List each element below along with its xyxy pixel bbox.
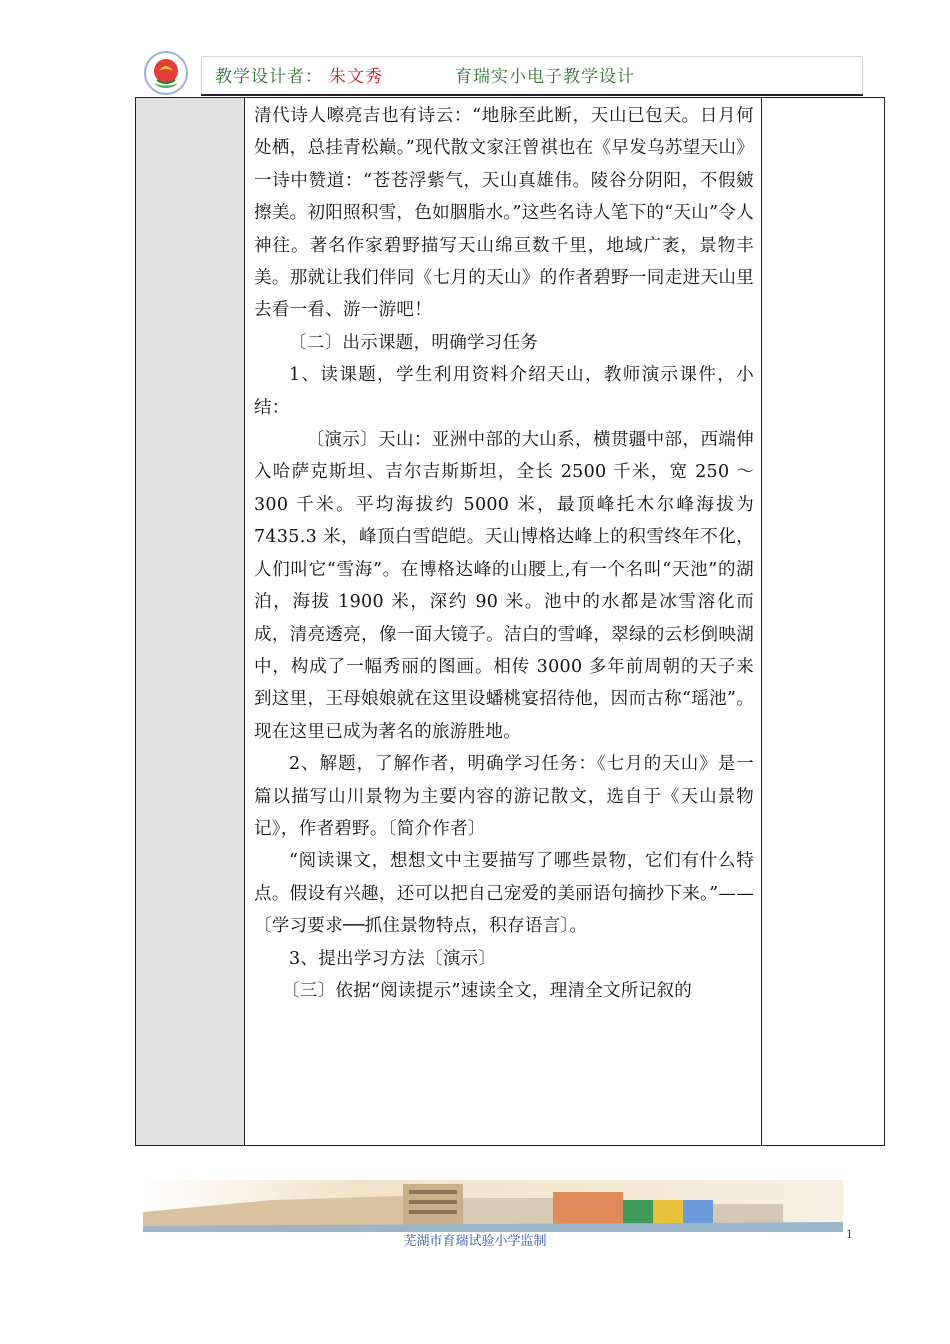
lesson-content [254, 100, 754, 1007]
header-rule [201, 94, 863, 96]
paragraph-step-one: 1、读课题，学生利用资料介绍天山，教师演示课件，小结： [254, 365, 754, 418]
paragraph-section-three: 〔三〕依据“阅读提示”速读全文，理清全文所记叙的 [282, 980, 693, 1001]
table-right-column [761, 98, 884, 1145]
paragraph-step-two: 2、解题，了解作者，明确学习任务：《七月的天山》是一篇以描写山川景物为主要内容的游记散文，选自于《天山景物记》，作者碧野。〔简介作者〕 [254, 754, 754, 839]
paragraph-section-two: 〔二〕出示课题，明确学习任务 [289, 332, 539, 353]
school-logo-icon [143, 50, 189, 96]
header-title: 育瑞实小电子教学设计 [455, 67, 635, 87]
paragraph-step-three: 3、提出学习方法〔演示〕 [289, 948, 497, 969]
paragraph-reading-task: “阅读课文，想想文中主要描写了哪些景物，它们有什么特点。假设有兴趣，还可以把自己宠爱的美丽语句摘抄下来。”——〔学习要求──抓住景物特点，积存语言〕。 [254, 851, 754, 937]
paragraph-demo-tianshan: 〔演示〕天山：亚洲中部的大山系，横贯疆中部，西端伸入哈萨克斯坦、吉尔吉斯斯坦，全长 2500 千米，宽 250 ～ 300 千米。平均海拔约 5000 米，最顶峰托木尔峰海拔为 7435.3 米，峰顶白雪皑皑。天山博格达峰上的积雪终年不化，人们叫它“雪海”。在博格达峰的山腰上,有一个名叫“天池”的湖泊，海拔 1900 米，深约 90 米。池中的水都是冰雪溶化而成，清亮透亮，像一面大镜子。洁白的雪峰，翠绿的云杉倒映湖中，构成了一幅秀丽的图画。相传 3000 多年前周朝的天子来到这里，王母娘娘就在这里设蟠桃宴招待他，因而古称“瑶池”。现在这里已成为著名的旅游胜地。 [254, 430, 754, 742]
designer-label: 教学设计者： [215, 67, 323, 87]
paragraph-poems: 清代诗人嚓亮吉也有诗云：“地脉至此断，天山已包天。日月何处栖，总挂青松巅。”现代散文家汪曾祺也在《早发乌苏望天山》一诗中赞道：“苍苍浮紫气，天山真雄伟。陵谷分阴阳，不假皴擦美。初阳照积雪，色如胭脂水。”这些名诗人笔下的“天山”令人神往。著名作家碧野描写天山绵亘数千里，地域广袤，景物丰美。那就让我们伴同《七月的天山》的作者碧野一同走进天山里去看一看、游一游吧！ [254, 106, 754, 321]
table-left-column [136, 98, 245, 1145]
lesson-table [135, 97, 885, 1146]
designer-name: 朱文秀 [329, 67, 383, 87]
footer-text: 芜湖市育瑞试验小学监制 [403, 1234, 547, 1249]
page-header [143, 50, 863, 98]
school-building-banner-icon [143, 1172, 843, 1236]
page-number: 1 [846, 1228, 853, 1241]
